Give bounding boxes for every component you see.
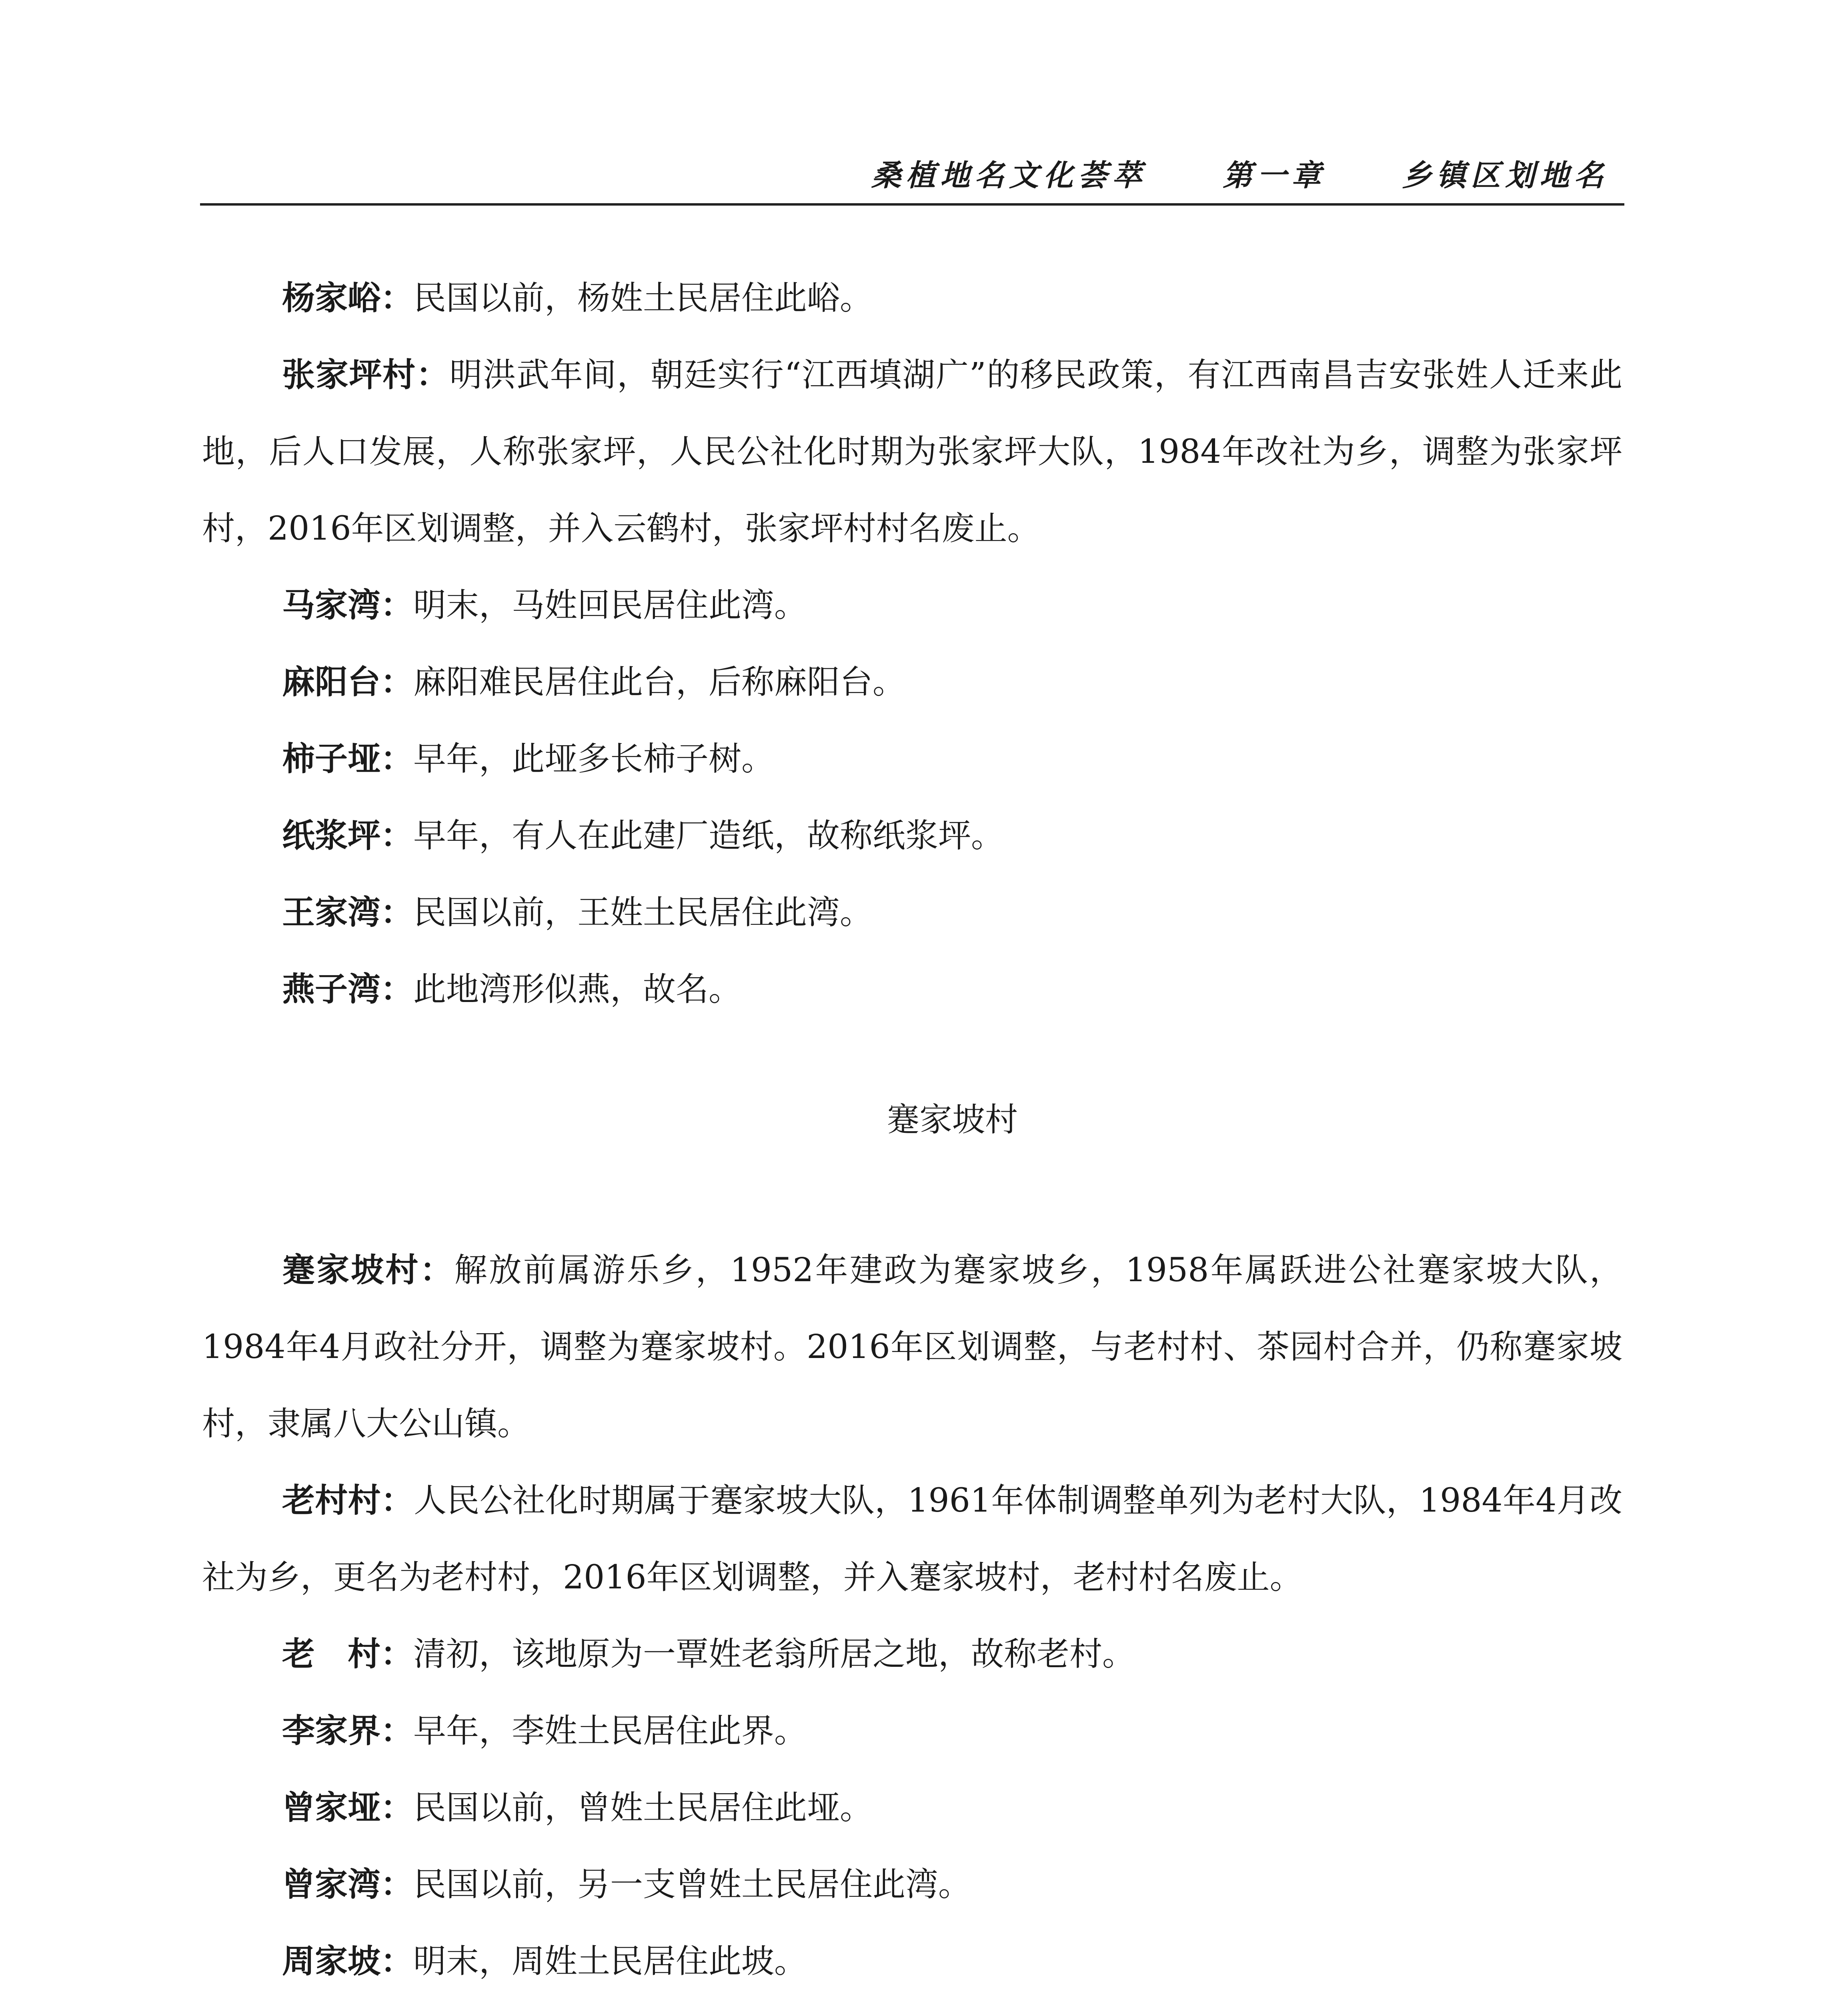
- section-title: 蹇家坡村: [886, 1101, 1018, 1139]
- entry-sep: ：: [380, 586, 414, 624]
- header-rule: [200, 203, 1624, 206]
- entry-term: 燕子湾: [282, 970, 381, 1008]
- entry-sep: ：: [380, 1712, 414, 1750]
- entry-term: 蹇家坡村: [282, 1251, 420, 1289]
- entry-text: 早年，有人在此建厂造纸，故称纸浆坪。: [413, 817, 1004, 855]
- entry-zengjiaya: [282, 1770, 1622, 1846]
- entry-shiziya: [282, 721, 1622, 798]
- entry-term: 老 村: [282, 1635, 381, 1673]
- entry-sep: ：: [380, 279, 414, 317]
- entry-sep: ：: [380, 817, 414, 855]
- entry-text: 民国以前，王姓土民居住此湾。: [413, 894, 873, 932]
- entry-wangjiawan: [282, 874, 1622, 951]
- entry-zhoujiapo: [282, 1923, 1622, 2000]
- header-items: [871, 152, 1608, 194]
- entry-term: 老村村: [282, 1482, 381, 1520]
- entry-majiawan: [282, 567, 1622, 644]
- entry-sep: ：: [380, 1942, 414, 1980]
- entry-sep: ：: [380, 1866, 414, 1904]
- entry-text: 明洪武年间，朝廷实行“江西填湖广”的移民政策，有江西南昌吉安张姓人迁来此地，后人口发展，人称张家坪，人民公社化时期为张家坪大队，1984年改社为乡，调整为张家坪村，2016年区划调整，并入云鹤村，张家坪村村名废止。: [202, 356, 1622, 548]
- entry-zhijiangping: [282, 798, 1622, 874]
- entry-mayangtai: [282, 644, 1622, 721]
- entry-zhangjiaping-village: [202, 337, 1622, 567]
- entry-text: 此地湾形似燕，故名。: [413, 970, 742, 1008]
- chapter-number: 第一章: [1223, 158, 1326, 193]
- entry-laocun: [282, 1616, 1622, 1693]
- page-body: [202, 260, 1622, 2000]
- entry-lijiajie: [282, 1693, 1622, 1770]
- entry-term: 周家坡: [282, 1942, 381, 1980]
- entry-laocun-village: [202, 1462, 1622, 1616]
- entry-term: 张家坪村: [282, 356, 416, 394]
- entry-sep: ：: [380, 970, 414, 1008]
- entry-yangjiayu: [282, 260, 1622, 337]
- entry-sep: ：: [380, 894, 414, 932]
- entry-text: 人民公社化时期属于蹇家坡大队，1961年体制调整单列为老村大队，1984年4月改社为乡，更名为老村村，2016年区划调整，并入蹇家坡村，老村村名废止。: [202, 1482, 1622, 1596]
- entry-text: 麻阳难民居住此台，后称麻阳台。: [413, 663, 906, 701]
- entry-term: 杨家峪: [282, 279, 381, 317]
- running-header: [200, 152, 1624, 212]
- entry-term: 王家湾: [282, 894, 381, 932]
- entry-term: 曾家垭: [282, 1789, 381, 1827]
- chapter-title: 乡镇区划地名: [1402, 158, 1608, 193]
- entry-sep: ：: [380, 1482, 414, 1520]
- entry-term: 李家界: [282, 1712, 381, 1750]
- entry-jianjiapo-village: [202, 1232, 1622, 1462]
- entry-text: 民国以前，杨姓土民居住此峪。: [413, 279, 873, 317]
- entry-text: 解放前属游乐乡，1952年建政为蹇家坡乡，1958年属跃进公社蹇家坡大队，1984年4月政社分开，调整为蹇家坡村。2016年区划调整，与老村村、茶园村合并，仍称蹇家坡村，隶属八大公山镇。: [202, 1251, 1622, 1443]
- entry-zengjiawan: [282, 1846, 1622, 1923]
- entry-term: 麻阳台: [282, 663, 381, 701]
- entry-sep: ：: [416, 356, 450, 394]
- book-title: 桑植地名文化荟萃: [871, 158, 1147, 193]
- entry-sep: ：: [380, 1635, 414, 1673]
- entry-text: 民国以前，曾姓土民居住此垭。: [413, 1789, 873, 1827]
- entry-sep: ：: [380, 740, 414, 778]
- entry-text: 明末，马姓回民居住此湾。: [413, 586, 807, 624]
- entry-yanziwan: [282, 951, 1622, 1028]
- entry-term: 柿子垭: [282, 740, 381, 778]
- entry-term: 马家湾: [282, 586, 381, 624]
- entry-text: 早年，此垭多长柿子树。: [413, 740, 775, 778]
- entry-term: 曾家湾: [282, 1866, 381, 1904]
- entry-sep: ：: [380, 1789, 414, 1827]
- entry-term: 纸浆坪: [282, 817, 381, 855]
- entry-text: 明末，周姓土民居住此坡。: [413, 1942, 807, 1980]
- entry-text: 清初，该地原为一覃姓老翁所居之地，故称老村。: [413, 1635, 1135, 1673]
- entry-text: 民国以前，另一支曾姓土民居住此湾。: [413, 1866, 971, 1904]
- entry-sep: ：: [420, 1251, 454, 1289]
- entry-sep: ：: [380, 663, 414, 701]
- entry-text: 早年，李姓土民居住此界。: [413, 1712, 807, 1750]
